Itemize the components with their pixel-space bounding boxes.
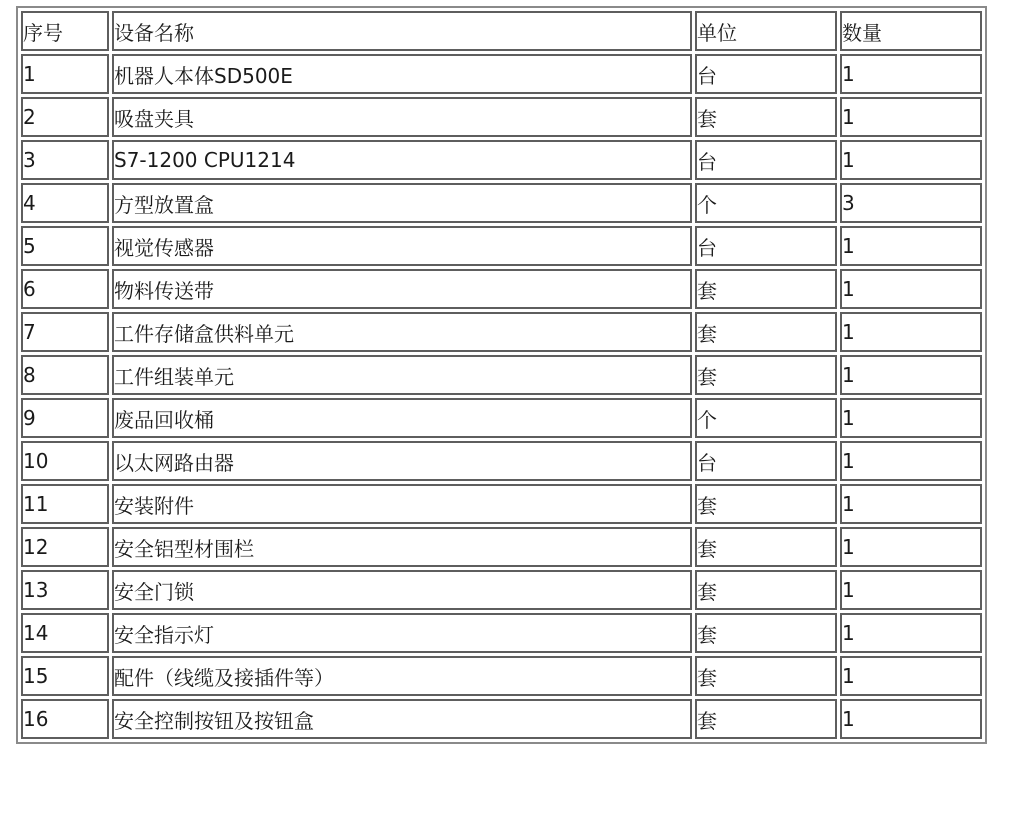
table-row <box>21 269 982 309</box>
header-quantity: 数量 <box>840 11 982 51</box>
cell-device-name: 物料传送带 <box>112 269 692 309</box>
cell-index: 10 <box>21 441 109 481</box>
table-row <box>21 97 982 137</box>
cell-index: 13 <box>21 570 109 610</box>
cell-unit: 台 <box>695 54 837 94</box>
cell-unit: 套 <box>695 312 837 352</box>
cell-unit: 套 <box>695 484 837 524</box>
table-row <box>21 656 982 696</box>
cell-device-name: 安全铝型材围栏 <box>112 527 692 567</box>
cell-quantity: 1 <box>840 656 982 696</box>
cell-index: 15 <box>21 656 109 696</box>
cell-unit: 台 <box>695 226 837 266</box>
cell-device-name: 安全控制按钮及按钮盒 <box>112 699 692 739</box>
cell-quantity: 1 <box>840 97 982 137</box>
cell-device-name: 工件存储盒供料单元 <box>112 312 692 352</box>
table-row <box>21 355 982 395</box>
cell-device-name: S7-1200 CPU1214 <box>112 140 692 180</box>
cell-device-name: 方型放置盒 <box>112 183 692 223</box>
cell-index: 7 <box>21 312 109 352</box>
cell-unit: 个 <box>695 183 837 223</box>
cell-index: 3 <box>21 140 109 180</box>
cell-quantity: 1 <box>840 398 982 438</box>
cell-device-name: 以太网路由器 <box>112 441 692 481</box>
cell-quantity: 1 <box>840 441 982 481</box>
table-row <box>21 699 982 739</box>
cell-quantity: 1 <box>840 140 982 180</box>
cell-quantity: 1 <box>840 54 982 94</box>
cell-device-name: 吸盘夹具 <box>112 97 692 137</box>
table-row <box>21 484 982 524</box>
cell-unit: 个 <box>695 398 837 438</box>
table-row <box>21 54 982 94</box>
table-row <box>21 226 982 266</box>
cell-index: 9 <box>21 398 109 438</box>
cell-index: 14 <box>21 613 109 653</box>
cell-unit: 套 <box>695 527 837 567</box>
cell-index: 5 <box>21 226 109 266</box>
cell-unit: 台 <box>695 140 837 180</box>
header-device-name: 设备名称 <box>112 11 692 51</box>
cell-quantity: 1 <box>840 312 982 352</box>
cell-index: 4 <box>21 183 109 223</box>
cell-quantity: 1 <box>840 484 982 524</box>
cell-device-name: 安装附件 <box>112 484 692 524</box>
cell-unit: 套 <box>695 97 837 137</box>
equipment-table <box>16 6 987 744</box>
cell-index: 1 <box>21 54 109 94</box>
cell-unit: 套 <box>695 699 837 739</box>
cell-index: 2 <box>21 97 109 137</box>
table-row <box>21 183 982 223</box>
equipment-table-body <box>21 11 982 739</box>
cell-quantity: 1 <box>840 226 982 266</box>
cell-unit: 套 <box>695 613 837 653</box>
cell-unit: 套 <box>695 656 837 696</box>
table-row <box>21 527 982 567</box>
cell-unit: 套 <box>695 355 837 395</box>
cell-unit: 套 <box>695 570 837 610</box>
cell-index: 11 <box>21 484 109 524</box>
cell-index: 12 <box>21 527 109 567</box>
cell-device-name: 机器人本体SD500E <box>112 54 692 94</box>
cell-index: 8 <box>21 355 109 395</box>
cell-unit: 台 <box>695 441 837 481</box>
cell-quantity: 1 <box>840 527 982 567</box>
header-unit: 单位 <box>695 11 837 51</box>
cell-device-name: 安全门锁 <box>112 570 692 610</box>
table-row <box>21 140 982 180</box>
cell-index: 6 <box>21 269 109 309</box>
equipment-table-wrapper <box>16 6 987 744</box>
cell-quantity: 3 <box>840 183 982 223</box>
cell-device-name: 废品回收桶 <box>112 398 692 438</box>
table-row <box>21 312 982 352</box>
cell-quantity: 1 <box>840 613 982 653</box>
cell-quantity: 1 <box>840 269 982 309</box>
cell-unit: 套 <box>695 269 837 309</box>
cell-index: 16 <box>21 699 109 739</box>
cell-device-name: 视觉传感器 <box>112 226 692 266</box>
cell-quantity: 1 <box>840 699 982 739</box>
cell-device-name: 安全指示灯 <box>112 613 692 653</box>
cell-device-name: 配件（线缆及接插件等） <box>112 656 692 696</box>
cell-device-name: 工件组装单元 <box>112 355 692 395</box>
table-header-row <box>21 11 982 51</box>
cell-quantity: 1 <box>840 355 982 395</box>
table-row <box>21 570 982 610</box>
header-index: 序号 <box>21 11 109 51</box>
table-row <box>21 613 982 653</box>
table-row <box>21 441 982 481</box>
table-row <box>21 398 982 438</box>
cell-quantity: 1 <box>840 570 982 610</box>
